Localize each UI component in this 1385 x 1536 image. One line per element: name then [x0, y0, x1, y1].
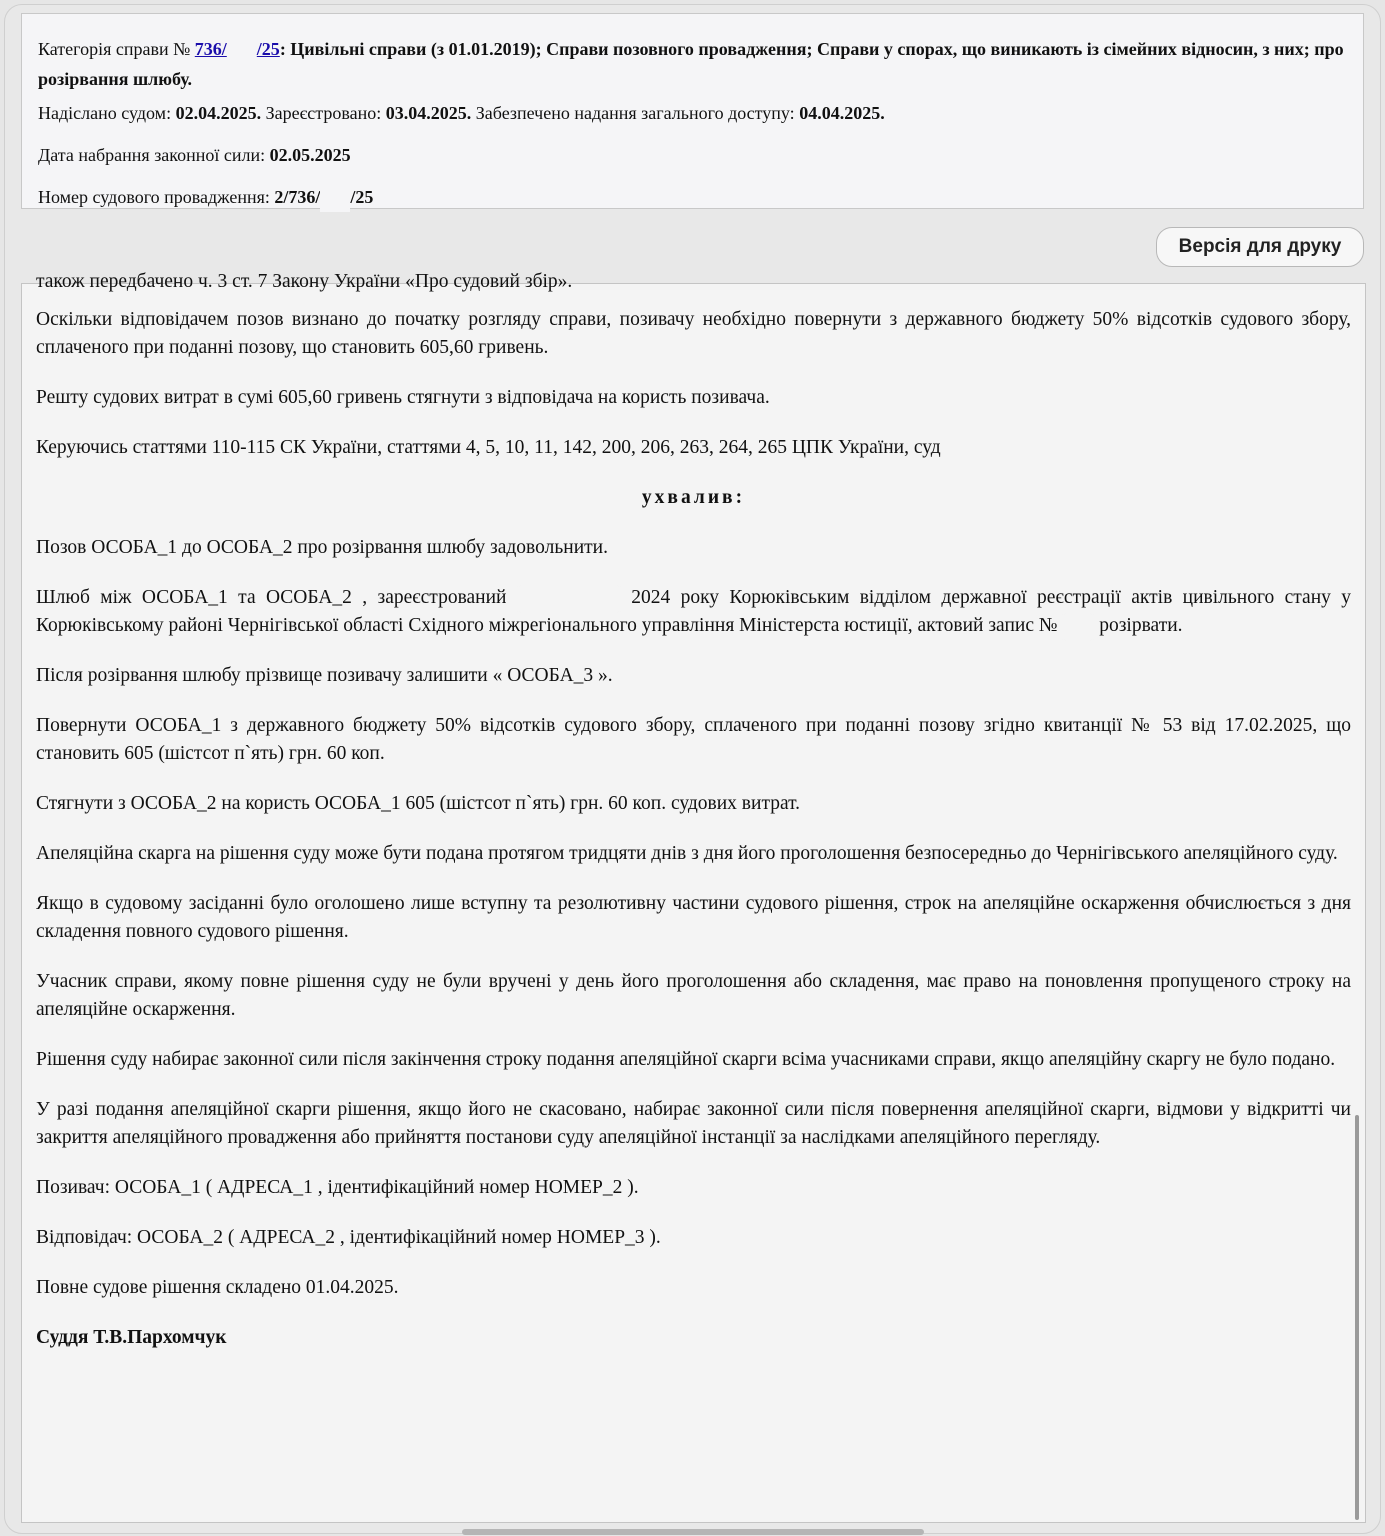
paragraph: Рішення суду набирає законної сили після закінчення строку подання апеляційної скарги всіма учасниками справи, якщо апеляційну скаргу не було подано. — [36, 1049, 1336, 1070]
case-info-panel — [21, 13, 1364, 209]
horizontal-scrollbar[interactable] — [462, 1529, 924, 1535]
sent-date: 02.04.2025. — [175, 103, 262, 123]
proceeding-number-line: Номер судового провадження: 2/736/ /25 — [38, 182, 1347, 212]
document-body[interactable] — [21, 271, 1366, 1523]
paragraph: Шлюб між ОСОБА_1 та ОСОБА_2 , зареєстрований 2024 року Корюківським відділом державної реєстрації актів цивільного стану у Корюківському районі Чернігівської області Східного міжрегіонального управління Міністерста юстиції, актовий запис № розірвати. — [36, 587, 1351, 636]
decision-heading: ухвалив: — [641, 487, 746, 508]
redacted-date — [517, 589, 621, 609]
paragraph: Після розірвання шлюбу прізвище позивачу залишити « ОСОБА_3 ». — [36, 665, 613, 686]
paragraph: Повернути ОСОБА_1 з державного бюджету 50% відсотків судового збору, сплаченого при поданні позову згідно квитанції № 53 від 17.02.2025, що становить 605 (шістсот п`ять) грн. 60 коп. — [36, 715, 1351, 764]
paragraph: Позов ОСОБА_1 до ОСОБА_2 про розірвання шлюбу задовольнити. — [36, 537, 608, 558]
paragraph: Решту судових витрат в сумі 605,60 гривень стягнути з відповідача на користь позивача. — [36, 387, 770, 408]
vertical-scrollbar[interactable] — [1355, 1115, 1359, 1520]
browser-frame — [4, 4, 1381, 1534]
paragraph: Оскільки відповідачем позов визнано до початку розгляду справи, позивачу необхідно повернути з державного бюджету 50% відсотків судового збору, сплаченого при поданні позову, що становить 605,60 гривень. — [36, 309, 1351, 358]
print-version-button[interactable]: Версія для друку — [1156, 227, 1364, 267]
effective-date: 02.05.2025 — [269, 145, 351, 165]
full-decision-date: Повне судове рішення складено 01.04.2025. — [36, 1277, 399, 1298]
paragraph: Якщо в судовому засіданні було оголошено лише вступну та резолютивну частини судового рішення, строк на апеляційне оскарження обчислюється з дня складення повного судового рішення. — [36, 893, 1351, 942]
paragraph: Учасник справи, якому повне рішення суду не були вручені у день його проголошення або складення, має право на поновлення пропущеного строку на апеляційне оскарження. — [36, 971, 1351, 1020]
category-label: Категорія справи № — [38, 39, 191, 59]
effective-date-line: Дата набрання законної сили: 02.05.2025 — [38, 145, 351, 165]
registered-date: 03.04.2025. — [385, 103, 472, 123]
paragraph: Апеляційна скарга на рішення суду може бути подана протягом тридцяти днів з дня його проголошення безпосередньо до Чернігівського апеляційного суду. — [36, 843, 1338, 864]
proceeding-number: 2/736/ /25 — [274, 187, 373, 207]
paragraph: У разі подання апеляційної скарги рішення, якщо його не скасовано, набирає законної сили після повернення апеляційної скарги, відмови у відкритті чи закриття апеляційного провадження або прийняття постанови суду апеляційної інстанції за наслідками апеляційного перегляду. — [36, 1099, 1351, 1148]
defendant-info: Відповідач: ОСОБА_2 ( АДРЕСА_2 , ідентифікаційний номер НОМЕР_3 ). — [36, 1227, 661, 1248]
case-number-link[interactable]: 736/ /25 — [195, 39, 280, 59]
category-text: : Цивільні справи (з 01.01.2019); Справи позовного провадження; Справи у спорах, що виникають із сімейних відносин, з них; про розірвання шлюбу. — [38, 39, 1344, 89]
paragraph: Стягнути з ОСОБА_2 на користь ОСОБА_1 605 (шістсот п`ять) грн. 60 коп. судових витрат. — [36, 793, 801, 814]
plaintiff-info: Позивач: ОСОБА_1 ( АДРЕСА_1 , ідентифікаційний номер НОМЕР_2 ). — [36, 1177, 639, 1198]
paragraph: також передбачено ч. 3 ст. 7 Закону України «Про судовий збір». — [36, 271, 573, 292]
dates-line: Надіслано судом: 02.04.2025. Зареєстровано: 03.04.2025. Забезпечено надання загального доступу: 04.04.2025. — [38, 103, 885, 123]
access-date: 04.04.2025. — [799, 103, 885, 123]
redacted-record-number — [1062, 617, 1094, 637]
case-category — [38, 34, 1347, 94]
judge-signature: Суддя Т.В.Пархомчук — [36, 1327, 227, 1348]
paragraph: Керуючись статтями 110-115 СК України, статтями 4, 5, 10, 11, 142, 200, 206, 263, 264, 265 ЦПК України, суд — [36, 437, 941, 458]
